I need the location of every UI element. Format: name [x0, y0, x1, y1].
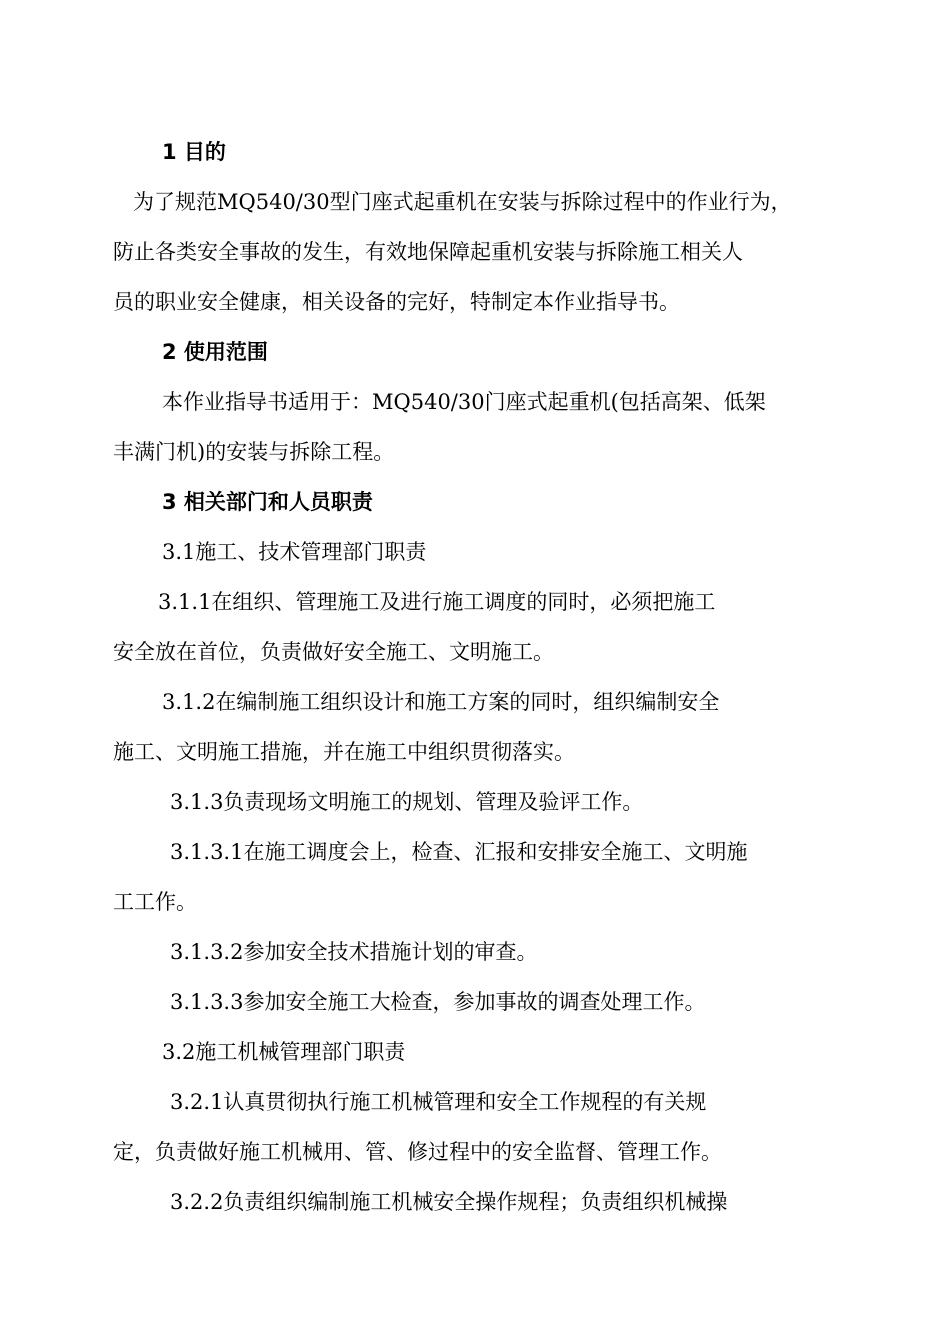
section-3-1-1-line-1: 3.1.1在组织、管理施工及进行施工调度的同时，必须把施工	[158, 590, 716, 614]
section-3-1-heading: 3.1施工、技术管理部门职责	[162, 540, 427, 564]
section-3-2-2-line-1: 3.2.2负责组织编制施工机械安全操作规程；负责组织机械操	[170, 1190, 728, 1214]
section-1-heading: 1 目的	[162, 140, 226, 164]
section-1-line-2: 防止各类安全事故的发生，有效地保障起重机安装与拆除施工相关人	[113, 240, 743, 264]
section-2-line-1: 本作业指导书适用于：MQ540/30门座式起重机(包括高架、低架	[162, 390, 766, 414]
section-3-1-1-line-2: 安全放在首位，负责做好安全施工、文明施工。	[113, 640, 554, 664]
section-3-1-3-1-line-1: 3.1.3.1在施工调度会上，检查、汇报和安排安全施工、文明施	[170, 840, 748, 864]
section-1-line-1: 为了规范MQ540/30型门座式起重机在安装与拆除过程中的作业行为，	[133, 190, 792, 214]
section-3-2-1-line-2: 定，负责做好施工机械用、管、修过程中的安全监督、管理工作。	[113, 1140, 722, 1164]
section-3-2-1-line-1: 3.2.1认真贯彻执行施工机械管理和安全工作规程的有关规	[170, 1090, 707, 1114]
section-3-1-2-line-2: 施工、文明施工措施，并在施工中组织贯彻落实。	[113, 740, 575, 764]
section-3-heading: 3 相关部门和人员职责	[162, 490, 373, 514]
section-3-1-3-3-line: 3.1.3.3参加安全施工大检查，参加事故的调查处理工作。	[170, 990, 706, 1014]
section-3-2-heading: 3.2施工机械管理部门职责	[162, 1040, 406, 1064]
section-2-heading: 2 使用范围	[162, 340, 268, 364]
section-3-1-3-2-line: 3.1.3.2参加安全技术措施计划的审查。	[170, 940, 538, 964]
section-3-1-3-1-line-2: 工工作。	[113, 890, 197, 914]
section-3-1-3-line: 3.1.3负责现场文明施工的规划、管理及验评工作。	[170, 790, 644, 814]
section-2-line-2: 丰满门机)的安装与拆除工程。	[113, 440, 395, 464]
section-1-line-3: 员的职业安全健康，相关设备的完好，特制定本作业指导书。	[113, 290, 680, 314]
section-3-1-2-line-1: 3.1.2在编制施工组织设计和施工方案的同时，组织编制安全	[162, 690, 720, 714]
